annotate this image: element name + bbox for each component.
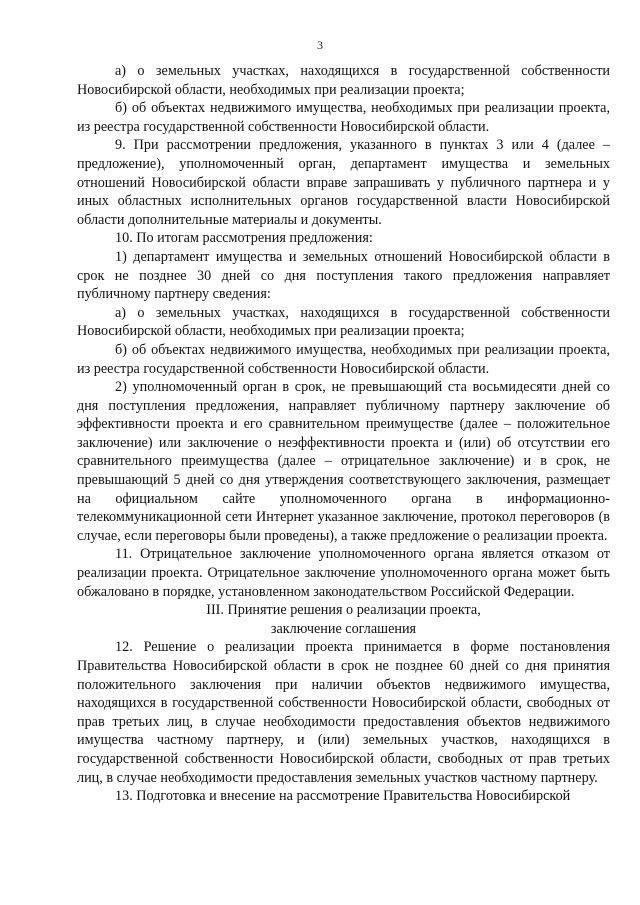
paragraph: 12. Решение о реализации проекта принимается в форме постановления Правительства Новосибирской области в срок не позднее 60 дней со дня принятия положительного заключения при наличии объектов недвижимого имущества, находящихся в государственной собственности Новосибирской области, свободных от прав третьих лиц, в случае необходимости предоставления объектов недвижимого имущества частному партнеру, и (или) земельных участков, находящихся в государственной собственности Новосибирской области, свободных от прав третьих лиц, в случае необходимости предоставления земельных участков частному партнеру. — [77, 639, 610, 786]
paragraph: б) об объектах недвижимого имущества, необходимых при реализации проекта, из реестра государственной собственности Новосибирской области. — [77, 100, 610, 135]
paragraph: б) об объектах недвижимого имущества, необходимых при реализации проекта, из реестра государственной собственности Новосибирской области. — [77, 341, 610, 377]
paragraph: а) о земельных участках, находящихся в государственной собственности Новосибирской области, необходимых при реализации проекта; — [77, 304, 610, 340]
page-number: 3 — [317, 38, 323, 52]
document-body — [77, 62, 610, 806]
section-title-line-2: заключение соглашения — [270, 620, 417, 637]
paragraph: 1) департамент имущества и земельных отношений Новосибирской области в срок не позднее 30 дней со дня поступления такого предложения направляет публичному партнеру сведения: — [77, 248, 610, 303]
paragraph: 11. Отрицательное заключение уполномоченного органа является отказом от реализации проекта. Отрицательное заключение уполномоченного органа может быть обжаловано в порядке, установленном законодательством Российской Федерации. — [77, 546, 610, 600]
paragraph: 9. При рассмотрении предложения, указанного в пунктах 3 или 4 (далее – предложение), уполномоченный орган, департамент имущества и земельных отношений Новосибирской области вправе запрашивать у публичного партнера и у иных областных исполнительных органов государственной власти Новосибирской области дополнительные материалы и документы. — [77, 137, 610, 228]
paragraph: 13. Подготовка и внесение на рассмотрение Правительства Новосибирской — [115, 788, 571, 805]
paragraph: а) о земельных участках, находящихся в государственной собственности Новосибирской области, необходимых при реализации проекта; — [77, 63, 610, 98]
section-title — [77, 601, 610, 638]
section-title-line-1: III. Принятие решения о реализации проекта, — [206, 602, 481, 619]
paragraph: 2) уполномоченный орган в срок, не превышающий ста восьмидесяти дней со дня поступления предложения, направляет публичному партнеру заключение об эффективности проекта и его сравнительном преимуществе (далее – положительное заключение) или заключение о неэффективности проекта и (или) об отсутствии его сравнительного преимущества (далее – отрицательное заключение) и в срок, не превышающий 5 дней со дня утверждения соответствующего заключения, размещает на официальном сайте уполномоченного органа в информационно-телекоммуникационной сети Интернет указанное заключение, протокол переговоров (в случае, если переговоры были проведены), а также предложение о реализации проекта. — [77, 379, 610, 544]
paragraph: 10. По итогам рассмотрения предложения: — [115, 230, 373, 247]
